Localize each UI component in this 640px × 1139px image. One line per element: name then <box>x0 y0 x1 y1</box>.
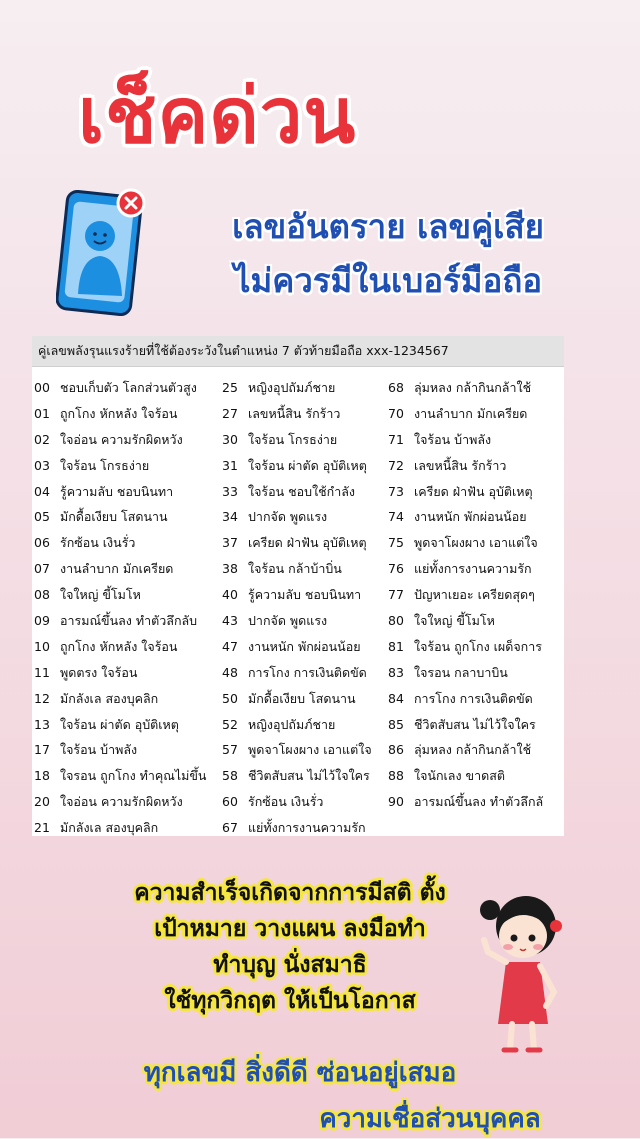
row-number: 81 <box>388 638 404 654</box>
table-row <box>222 660 392 686</box>
row-number: 01 <box>34 405 50 421</box>
table-row <box>388 763 566 789</box>
row-number: 67 <box>222 820 238 836</box>
row-number: 04 <box>34 483 50 499</box>
row-number: 71 <box>388 431 404 447</box>
row-meaning: เลขหนี้สิน รักร้าว <box>413 457 507 473</box>
row-number: 38 <box>222 561 238 577</box>
table-row <box>222 453 392 479</box>
table-row <box>388 479 566 505</box>
table-row <box>388 401 566 427</box>
row-number: 11 <box>34 664 50 680</box>
table-row <box>388 504 566 530</box>
row-number: 57 <box>222 742 238 758</box>
row-meaning: ปากจัด พูดแรง <box>247 509 328 525</box>
row-meaning: เลขหนี้สิน รักร้าว <box>247 405 341 421</box>
row-meaning: รู้ความลับ ชอบนินทา <box>247 587 362 603</box>
row-number: 34 <box>222 509 238 525</box>
row-meaning: รักซ้อน เงินรั่ว <box>59 535 136 551</box>
row-number: 33 <box>222 483 238 499</box>
row-number: 80 <box>388 613 404 629</box>
row-meaning: ใจร้อน ผ่าตัด อุบัติเหตุ <box>59 716 179 732</box>
number-table <box>32 336 564 836</box>
row-number: 74 <box>388 509 404 525</box>
row-meaning: หญิงอุปถัมภ์ชาย <box>247 380 336 395</box>
row-meaning: ชีวิตสับสน ไม่ไว้ใจใคร <box>413 716 536 732</box>
row-meaning: เครียด ฝ่าฟัน อุบัติเหตุ <box>413 483 533 499</box>
row-number: 06 <box>34 535 50 551</box>
table-row <box>34 453 224 479</box>
table-column-1 <box>34 375 224 841</box>
table-row <box>388 686 566 712</box>
row-meaning: งานหนัก พักผ่อนน้อย <box>413 509 527 525</box>
quote-line1: ความสำเร็จเกิดจากการมีสติ ตั้ง <box>134 880 446 906</box>
table-row <box>222 712 392 738</box>
row-number: 08 <box>34 587 50 603</box>
row-meaning: ใจร้อน บ้าพลัง <box>413 431 492 447</box>
table-row <box>388 608 566 634</box>
close-badge-icon <box>116 188 146 218</box>
quote-line2: เป้าหมาย วางแผน ลงมือทำ <box>154 916 426 942</box>
subheadline <box>178 200 598 308</box>
row-number: 09 <box>34 613 50 629</box>
row-number: 00 <box>34 380 50 395</box>
table-row <box>222 763 392 789</box>
row-meaning: อารมณ์ขึ้นลง ทำตัวลึกลับ <box>59 613 198 629</box>
row-meaning: การโกง การเงินติดขัด <box>413 690 533 706</box>
row-meaning: หญิงอุปถัมภ์ชาย <box>247 716 336 732</box>
row-meaning: ชอบเก็บตัว โลกส่วนตัวสูง <box>59 380 197 395</box>
table-row <box>222 789 392 815</box>
row-number: 52 <box>222 716 238 732</box>
row-number: 21 <box>34 820 50 836</box>
row-number: 76 <box>388 561 404 577</box>
table-row <box>34 815 224 841</box>
table-row <box>388 556 566 582</box>
row-meaning: ลุ่มหลง กล้ากินกล้าใช้ <box>413 742 532 758</box>
table-row <box>222 504 392 530</box>
row-meaning: แย่ทั้งการงานความรัก <box>413 561 532 577</box>
row-number: 84 <box>388 690 404 706</box>
row-meaning: ปากจัด พูดแรง <box>247 613 328 629</box>
row-number: 37 <box>222 535 238 551</box>
table-row <box>34 608 224 634</box>
row-number: 68 <box>388 380 404 395</box>
row-meaning: งานหนัก พักผ่อนน้อย <box>247 638 361 654</box>
row-number: 73 <box>388 483 404 499</box>
row-number: 17 <box>34 742 50 758</box>
row-meaning: มักลังเล สองบุคลิก <box>59 690 159 706</box>
row-meaning: ใจร้อน บ้าพลัง <box>59 742 138 758</box>
row-number: 05 <box>34 509 50 525</box>
row-meaning: ใจร้อน โกรธง่าย <box>59 457 150 473</box>
row-meaning: ใจร้อน โกรธง่าย <box>247 431 338 447</box>
row-number: 10 <box>34 638 50 654</box>
row-meaning: งานลำบาก มักเครียด <box>413 405 528 421</box>
table-row <box>388 789 566 815</box>
table-row <box>222 427 392 453</box>
table-row <box>34 737 224 763</box>
table-row <box>222 556 392 582</box>
row-number: 72 <box>388 457 404 473</box>
table-row <box>34 504 224 530</box>
row-meaning: ถูกโกง หักหลัง ใจร้อน <box>59 638 178 654</box>
row-number: 13 <box>34 716 50 732</box>
row-number: 77 <box>388 587 404 603</box>
table-row <box>388 660 566 686</box>
table-row <box>222 815 392 841</box>
row-meaning: ใจร้อน ผ่าตัด อุบัติเหตุ <box>247 457 367 473</box>
subheadline-line2: ไม่ควรมีในเบอร์มือถือ <box>233 261 543 300</box>
row-meaning: รักซ้อน เงินรั่ว <box>247 794 324 810</box>
quote-line4: ใช้ทุกวิกฤต ให้เป็นโอกาส <box>164 988 416 1014</box>
row-number: 43 <box>222 613 238 629</box>
row-number: 20 <box>34 794 50 810</box>
row-meaning: มักลังเล สองบุคลิก <box>59 820 159 836</box>
table-row <box>222 737 392 763</box>
row-meaning: อารมณ์ขึ้นลง ทำตัวลึกลั <box>413 794 544 810</box>
table-row <box>222 401 392 427</box>
row-number: 30 <box>222 431 238 447</box>
row-meaning: ใจใหญ่ ขี้โมโห <box>413 613 495 629</box>
row-meaning: ใจร้อน ถูกโกง เผด็จการ <box>413 638 542 654</box>
row-meaning: ลุ่มหลง กล้ากินกล้าใช้ <box>413 380 532 395</box>
row-meaning: ใจอ่อน ความรักผิดหวัง <box>59 431 183 447</box>
row-number: 70 <box>388 405 404 421</box>
table-row <box>222 608 392 634</box>
row-meaning: แย่ทั้งการงานความรัก <box>247 820 366 836</box>
subheadline-line1: เลขอันตราย เลขคู่เสีย <box>232 207 544 246</box>
row-number: 58 <box>222 768 238 784</box>
table-row <box>388 712 566 738</box>
row-number: 25 <box>222 380 238 395</box>
table-row <box>388 453 566 479</box>
table-row <box>34 582 224 608</box>
table-column-2 <box>222 375 392 841</box>
row-number: 86 <box>388 742 404 758</box>
table-row <box>388 427 566 453</box>
row-meaning: พูดจาโผงผาง เอาแต่ใจ <box>413 535 538 551</box>
closing-line2: ความเชื่อส่วนบุคคล <box>319 1104 541 1134</box>
row-meaning: พูดจาโผงผาง เอาแต่ใจ <box>247 742 372 758</box>
row-number: 48 <box>222 664 238 680</box>
headline: เช็คด่วน <box>78 71 357 160</box>
row-number: 60 <box>222 794 238 810</box>
table-row <box>34 686 224 712</box>
table-row <box>388 530 566 556</box>
row-meaning: ชีวิตสับสน ไม่ไว้ใจใคร <box>247 768 370 784</box>
row-number: 85 <box>388 716 404 732</box>
row-meaning: พูดตรง ใจร้อน <box>59 664 138 680</box>
quote-line3: ทำบุญ นั่งสมาธิ <box>213 952 367 978</box>
row-meaning: มักดื้อเงียบ โสดนาน <box>59 509 168 525</box>
table-row <box>34 789 224 815</box>
row-number: 27 <box>222 405 238 421</box>
table-row <box>34 556 224 582</box>
table-row <box>388 634 566 660</box>
row-meaning: การโกง การเงินติดขัด <box>247 664 367 680</box>
row-number: 88 <box>388 768 404 784</box>
row-meaning: ใจนักเลง ขาดสติ <box>413 768 505 784</box>
row-meaning: รู้ความลับ ชอบนินทา <box>59 483 174 499</box>
row-number: 18 <box>34 768 50 784</box>
table-row <box>34 763 224 789</box>
table-row <box>34 375 224 401</box>
row-number: 75 <box>388 535 404 551</box>
row-number: 40 <box>222 587 238 603</box>
row-meaning: ใจร้อน ชอบใช้กำลัง <box>247 483 356 499</box>
row-meaning: เครียด ฝ่าฟัน อุบัติเหตุ <box>247 535 367 551</box>
cartoon-girl-illustration <box>468 896 578 1056</box>
table-row <box>34 634 224 660</box>
table-row <box>34 479 224 505</box>
table-row <box>222 375 392 401</box>
row-meaning: ใจใหญ่ ขี้โมโห <box>59 587 141 603</box>
closing-line1: ทุกเลขมี สิ่งดีดี ซ่อนอยู่เสมอ <box>143 1058 457 1088</box>
row-meaning: ใจรอน กลาบาบิน <box>413 664 508 680</box>
row-number: 03 <box>34 457 50 473</box>
table-row <box>388 737 566 763</box>
row-number: 02 <box>34 431 50 447</box>
table-columns <box>32 367 564 836</box>
row-meaning: มักดื้อเงียบ โสดนาน <box>247 690 356 706</box>
row-meaning: ใจรอน ถูกโกง ทำคุณไม่ขึ้น <box>59 768 207 784</box>
row-number: 12 <box>34 690 50 706</box>
table-row <box>34 660 224 686</box>
table-header: คู่เลขพลังรุนแรงร้ายที่ใช้ต้องระวังในตำแหน่ง 7 ตัวท้ายมือถือ xxx-1234567 <box>32 336 564 367</box>
table-column-3 <box>388 375 566 815</box>
table-row <box>34 530 224 556</box>
row-meaning: ปัญหาเยอะ เครียดสุดๆ <box>413 587 535 603</box>
row-number: 83 <box>388 664 404 680</box>
table-row <box>222 686 392 712</box>
table-row <box>388 582 566 608</box>
row-meaning: ใจอ่อน ความรักผิดหวัง <box>59 794 183 810</box>
table-row <box>222 530 392 556</box>
row-meaning: ใจร้อน กล้าบ้าบิ่น <box>247 561 342 577</box>
row-number: 07 <box>34 561 50 577</box>
row-number: 47 <box>222 638 238 654</box>
row-meaning: งานลำบาก มักเครียด <box>59 561 174 577</box>
table-row <box>34 712 224 738</box>
table-row <box>222 479 392 505</box>
row-number: 90 <box>388 794 404 810</box>
row-number: 50 <box>222 690 238 706</box>
table-row <box>34 401 224 427</box>
row-meaning: ถูกโกง หักหลัง ใจร้อน <box>59 405 178 421</box>
table-row <box>222 634 392 660</box>
table-row <box>388 375 566 401</box>
table-row <box>34 427 224 453</box>
motivational-quote <box>70 875 510 1019</box>
table-row <box>222 582 392 608</box>
row-number: 31 <box>222 457 238 473</box>
